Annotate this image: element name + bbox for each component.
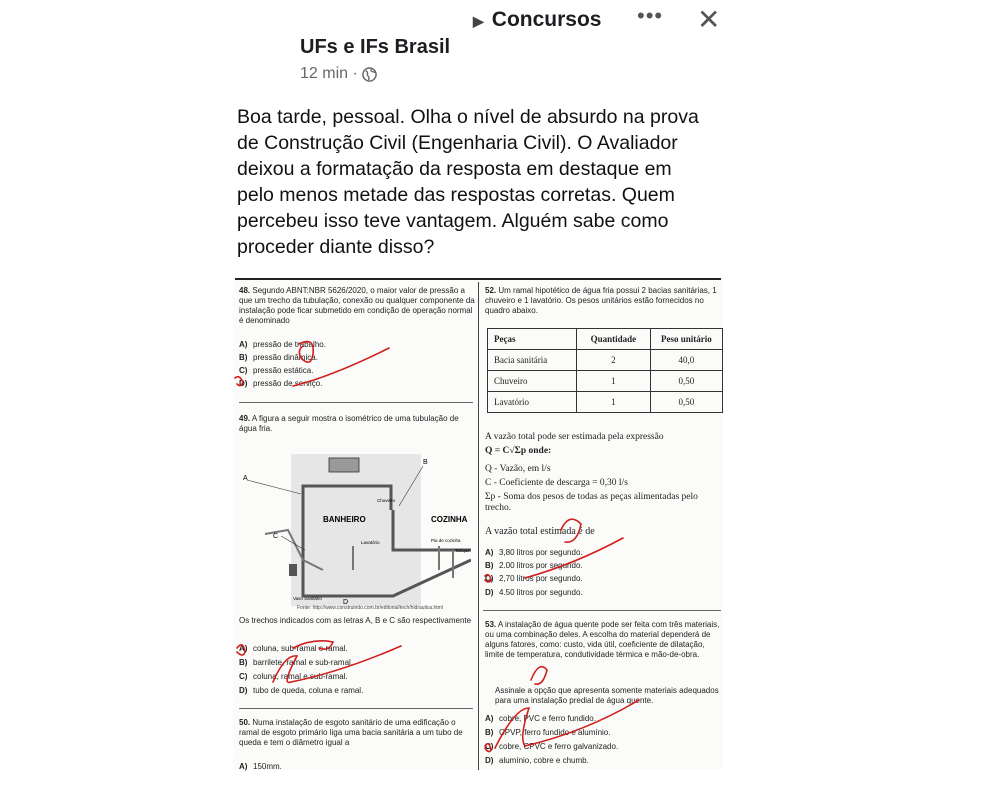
- separator: [483, 610, 721, 611]
- table-header-row: [488, 329, 723, 350]
- group-name: Concursos: [491, 8, 602, 31]
- label-cozinha: COZINHA: [431, 515, 468, 524]
- q53-option-c: C) cobre, CPVC e ferro galvanizado.: [485, 742, 619, 751]
- table-cell: 2: [577, 350, 651, 371]
- q49-stem: Os trechos indicados com as letras A, B e C são respectivamente: [239, 616, 472, 625]
- question-50: [239, 718, 475, 748]
- q50-option-a: A) 150mm.: [239, 762, 282, 771]
- figure-source: Fonte: http://www.construindo.com.br/editorial/tech/hidraulica.html: [297, 605, 443, 611]
- author-name[interactable]: UFs e IFs Brasil: [300, 36, 451, 58]
- exam-photo[interactable]: [233, 278, 723, 770]
- question-52: [485, 286, 721, 316]
- pen-marks-q53: [485, 667, 639, 752]
- label-lavatorio: Lavatório: [361, 540, 380, 545]
- q53-option-b: B) CPVP, ferro fundido e alumínio.: [485, 728, 611, 737]
- q52-def-q: Q - Vazão, em l/s: [485, 464, 551, 474]
- table-cell: 1: [577, 371, 651, 392]
- q49-text: A figura a seguir mostra o isométrico de uma tubulação de água fria.: [239, 414, 459, 433]
- separator: [239, 402, 473, 403]
- table-header: Quantidade: [577, 329, 651, 350]
- post-time[interactable]: 12 min ·: [300, 65, 358, 82]
- q49-option-a: A) coluna, sub-ramal e ramal.: [239, 644, 348, 653]
- label-a: A: [243, 475, 248, 482]
- q53-stem: Assinale a opção que apresenta somente materiais adequados para uma instalação predial de água quente.: [495, 686, 719, 705]
- q48-option-a: A) pressão de trabalho.: [239, 340, 326, 349]
- q52-number: 52.: [485, 286, 497, 295]
- post-meta: [300, 65, 377, 83]
- separator: [239, 708, 473, 709]
- table-header: Peças: [488, 329, 577, 350]
- label-tanque: Tanque: [455, 548, 470, 553]
- table-row: [488, 392, 723, 413]
- q48-option-d: D) pressão de serviço.: [239, 379, 323, 388]
- table-cell: Bacia sanitária: [488, 350, 577, 371]
- label-pia: Pia de cozinha: [431, 538, 461, 543]
- q48-number: 48.: [239, 286, 251, 295]
- table-cell: 0,50: [650, 371, 722, 392]
- q53-number: 53.: [485, 620, 497, 629]
- q50-text: Numa instalação de esgoto sanitário de uma edificação o ramal de esgoto primário liga uma bacia sanitária a um tubo de queda e tem o diâmetro igual a: [239, 718, 463, 747]
- table-cell: 1: [577, 392, 651, 413]
- q48-option-c: C) pressão estática.: [239, 366, 314, 375]
- q49-number: 49.: [239, 414, 251, 423]
- q52-def-c: C - Coeficiente de descarga = 0,30 l/s: [485, 478, 628, 488]
- q49-option-c: C) coluna, ramal e sub-ramal.: [239, 672, 348, 681]
- label-c: C: [273, 533, 279, 540]
- question-49: [239, 414, 475, 434]
- q52-text: Um ramal hipotético de água fria possui 2 bacias sanitárias, 1 chuveiro e 1 lavatório. Os pesos unitários estão fornecidos no quadro abaixo.: [485, 286, 717, 315]
- globe-icon: [362, 67, 377, 82]
- caret-right-icon: ▶: [473, 13, 484, 29]
- label-d: D: [343, 599, 349, 606]
- q52-option-a: A) 3,80 litros por segundo.: [485, 548, 583, 557]
- q53-option-d: D) alumínio, cobre e chumb.: [485, 756, 589, 765]
- group-link[interactable]: [473, 8, 601, 32]
- q52-option-d: D) 4.50 litros por segundo.: [485, 588, 583, 597]
- table-header: Peso unitário: [650, 329, 722, 350]
- q53-option-a: A) cobre, PVC e ferro fundido.: [485, 714, 596, 723]
- q49-option-b: B) barrilete, ramal e sub-ramal.: [239, 658, 354, 667]
- q53-text: A instalação de água quente pode ser feita com três materiais, ou uma combinação deles. A escolha do material dependerá de alguns fatores, como: custo, vida útil, coeficiente de dilatação, limite de temperatura, condutividade térmica e mão-de-obra.: [485, 620, 720, 659]
- q49-option-d: D) tubo de queda, coluna e ramal.: [239, 686, 364, 695]
- q52-stem: A vazão total estimada é de: [485, 526, 595, 537]
- table-cell: 40,0: [650, 350, 722, 371]
- label-chuveiro: Chuveiro: [377, 498, 396, 503]
- q48-option-b: B) pressão dinâmica.: [239, 353, 318, 362]
- table-cell: Lavatório: [488, 392, 577, 413]
- q52-option-b: B) 2.00 litros por segundo.: [485, 561, 583, 570]
- label-vaso: Vaso Sanitário: [293, 596, 322, 601]
- q48-text: Segundo ABNT:NBR 5626/2020, o maior valor de pressão a que um trecho da tubulação, conexão ou qualquer componente da instalação pode ficar submetido em condição de operação normal é denominado: [239, 286, 475, 325]
- top-rule: [235, 278, 721, 280]
- column-divider: [478, 282, 479, 770]
- post-text: Boa tarde, pessoal. Olha o nível de absurdo na prova de Construção Civil (Engenharia Civil). O Avaliador deixou a formatação da resposta em destaque em pelo menos metade das respostas corretas. Quem percebeu isso teve vantagem. Alguém sabe como proceder diante disso?: [237, 106, 699, 258]
- table-cell: Chuveiro: [488, 371, 577, 392]
- q52-def-p: Σp - Soma dos pesos de todas as peças alimentadas pelo trecho.: [485, 492, 698, 513]
- q52-option-c: C) 2,70 litros por segundo.: [485, 574, 583, 583]
- table-row: [488, 350, 723, 371]
- label-b: B: [423, 459, 428, 466]
- weights-table: [487, 328, 723, 413]
- table-cell: 0,50: [650, 392, 722, 413]
- q52-expr-intro: A vazão total pode ser estimada pela expressão: [485, 432, 664, 442]
- isometric-figure: [243, 450, 471, 612]
- close-icon[interactable]: ✕: [697, 4, 721, 35]
- more-options-icon[interactable]: •••: [637, 3, 664, 28]
- question-48: [239, 286, 475, 326]
- q52-formula: Q = C√Σp onde:: [485, 446, 552, 456]
- question-53: [485, 620, 721, 660]
- label-banheiro: BANHEIRO: [323, 515, 366, 524]
- q50-number: 50.: [239, 718, 251, 727]
- table-row: [488, 371, 723, 392]
